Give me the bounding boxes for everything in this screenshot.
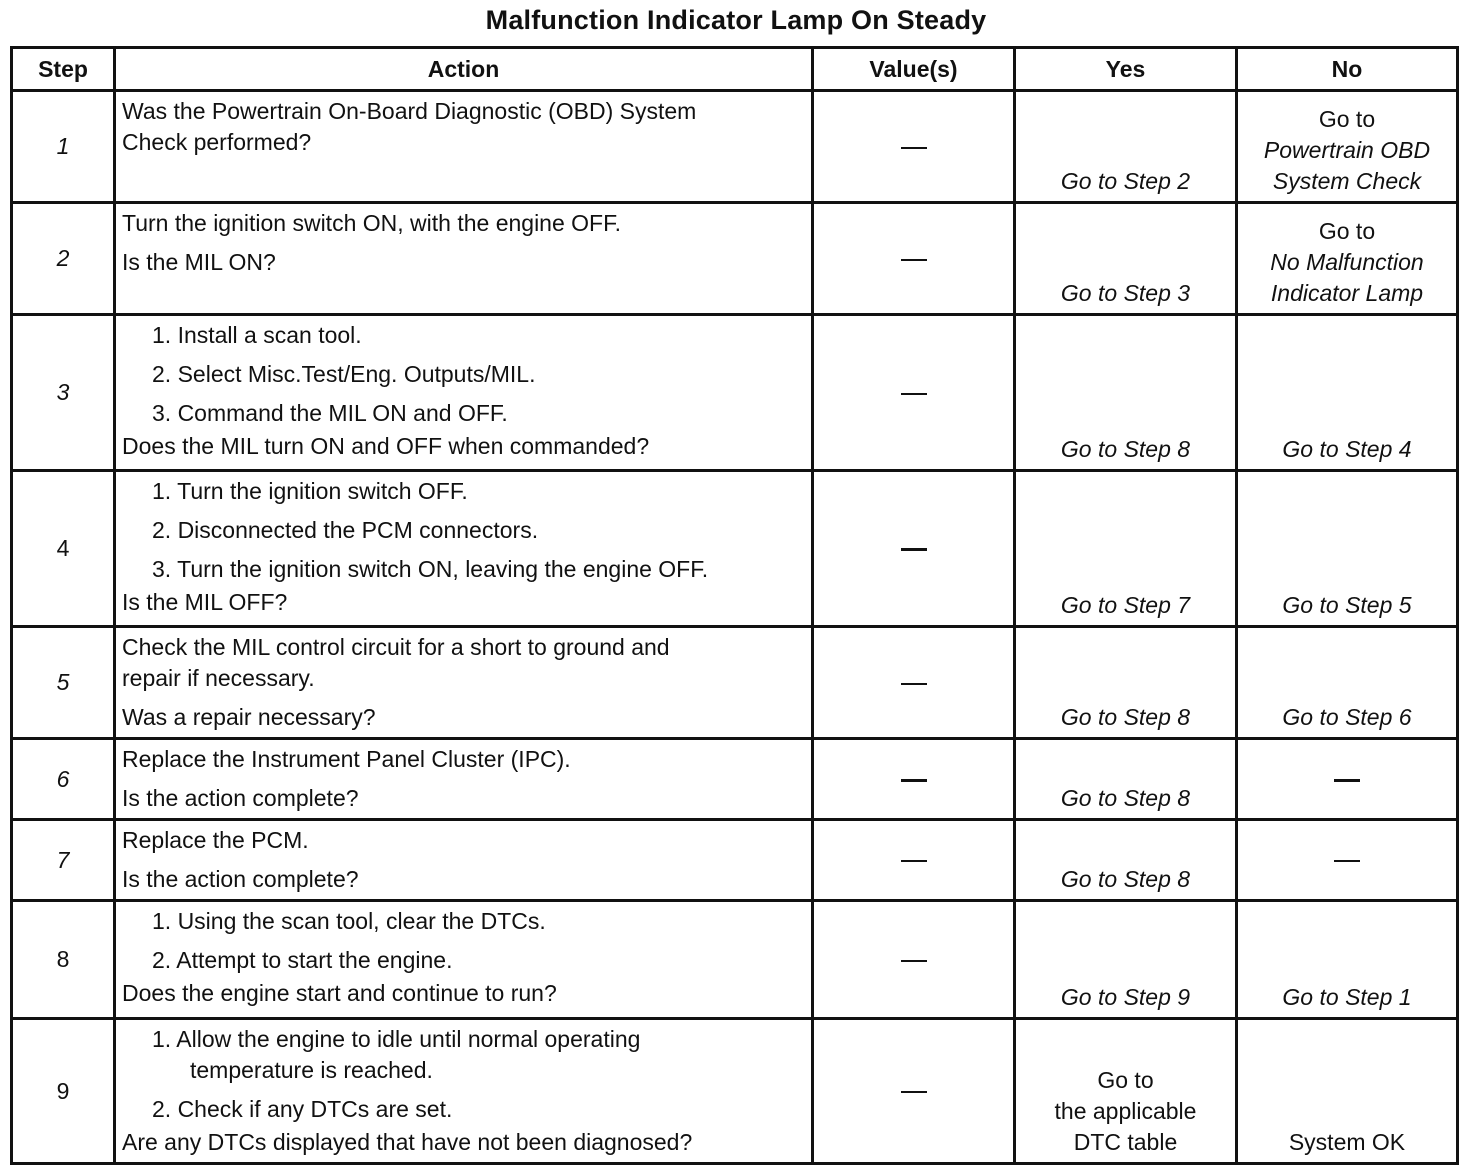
no-cell — [1237, 739, 1458, 820]
action-cell — [115, 471, 813, 627]
action-question: Are any DTCs displayed that have not been diagnosed? — [122, 1129, 693, 1155]
action-text: repair if necessary. — [122, 665, 315, 691]
value-cell — [813, 739, 1015, 820]
value-dash — [901, 548, 927, 551]
no-text: System OK — [1288, 1129, 1406, 1155]
yes-cell — [1015, 1019, 1237, 1164]
header-yes: Yes — [1015, 48, 1237, 91]
table-row — [12, 1019, 1458, 1164]
value-cell — [813, 820, 1015, 901]
action-cell — [115, 315, 813, 471]
step-number: 2 — [12, 203, 115, 315]
yes-cell — [1015, 820, 1237, 901]
table-row — [12, 627, 1458, 739]
yes-cell — [1015, 627, 1237, 739]
yes-link[interactable]: Go to Step 3 — [1060, 280, 1191, 306]
no-link[interactable]: System Check — [1272, 168, 1422, 194]
yes-cell — [1015, 901, 1237, 1019]
step-number: 1 — [12, 91, 115, 203]
step-number: 4 — [12, 471, 115, 627]
value-cell — [813, 471, 1015, 627]
no-cell — [1237, 91, 1458, 203]
yes-link[interactable]: Go to Step 8 — [1060, 866, 1191, 892]
action-question: Does the engine start and continue to run? — [122, 980, 557, 1006]
no-link[interactable]: Powertrain OBD — [1263, 137, 1431, 163]
action-list-item: 1. Allow the engine to idle until normal operating temperature is reached. — [152, 1026, 641, 1083]
action-text: Turn the ignition switch ON, with the engine OFF. — [122, 210, 621, 236]
action-cell — [115, 203, 813, 315]
header-values: Value(s) — [813, 48, 1015, 91]
value-dash — [901, 259, 927, 261]
yes-cell — [1015, 471, 1237, 627]
yes-cell — [1015, 315, 1237, 471]
no-cell — [1237, 901, 1458, 1019]
action-list-item: 2. Disconnected the PCM connectors. — [152, 517, 539, 543]
table-row — [12, 91, 1458, 203]
value-dash — [901, 860, 927, 862]
value-cell — [813, 1019, 1015, 1164]
action-cell — [115, 901, 813, 1019]
value-dash — [901, 147, 927, 149]
value-cell — [813, 203, 1015, 315]
value-cell — [813, 91, 1015, 203]
action-question: Is the MIL OFF? — [122, 589, 288, 615]
yes-text: Go to — [1097, 1067, 1154, 1093]
action-question: Is the action complete? — [122, 785, 359, 811]
no-cell — [1237, 820, 1458, 901]
table-header-row — [12, 48, 1458, 91]
yes-link[interactable]: DTC table — [1073, 1129, 1178, 1155]
table-row — [12, 471, 1458, 627]
yes-link[interactable]: Go to Step 8 — [1060, 704, 1191, 730]
value-dash — [901, 393, 927, 395]
yes-cell — [1015, 739, 1237, 820]
step-number: 8 — [12, 901, 115, 1019]
no-cell — [1237, 315, 1458, 471]
no-text: Go to — [1318, 218, 1376, 244]
yes-link[interactable]: Go to Step 7 — [1060, 592, 1191, 618]
value-dash — [901, 779, 927, 782]
no-dash — [1334, 779, 1360, 782]
table-row — [12, 203, 1458, 315]
action-list-item: 1. Using the scan tool, clear the DTCs. — [152, 908, 546, 934]
yes-link[interactable]: Go to Step 8 — [1060, 785, 1191, 811]
no-link[interactable]: Go to Step 1 — [1282, 984, 1412, 1010]
step-number: 7 — [12, 820, 115, 901]
action-list-item: 3. Turn the ignition switch ON, leaving the engine OFF. — [152, 556, 709, 582]
diagnostic-table — [10, 46, 1459, 1165]
action-question: Is the action complete? — [122, 866, 359, 892]
yes-cell — [1015, 203, 1237, 315]
action-question: Is the MIL ON? — [122, 249, 276, 275]
yes-text: the applicable — [1054, 1098, 1197, 1124]
action-list-item: 2. Attempt to start the engine. — [152, 947, 453, 973]
header-step: Step — [12, 48, 115, 91]
action-question: Was a repair necessary? — [122, 704, 376, 730]
action-text: Replace the Instrument Panel Cluster (IPC). — [122, 746, 571, 772]
step-number: 5 — [12, 627, 115, 739]
action-cell — [115, 627, 813, 739]
value-dash — [901, 683, 927, 685]
no-link[interactable]: No Malfunction — [1270, 249, 1424, 275]
action-question: Does the MIL turn ON and OFF when commanded? — [122, 433, 650, 459]
value-cell — [813, 627, 1015, 739]
table-row — [12, 820, 1458, 901]
value-cell — [813, 315, 1015, 471]
page-title: Malfunction Indicator Lamp On Steady — [485, 5, 987, 35]
action-cell — [115, 739, 813, 820]
step-number: 9 — [12, 1019, 115, 1164]
table-row — [12, 315, 1458, 471]
value-cell — [813, 901, 1015, 1019]
action-text: Check the MIL control circuit for a short to ground and — [122, 634, 670, 660]
yes-cell — [1015, 91, 1237, 203]
no-dash — [1334, 860, 1360, 862]
step-number: 3 — [12, 315, 115, 471]
step-number: 6 — [12, 739, 115, 820]
header-no: No — [1237, 48, 1458, 91]
yes-link[interactable]: Go to Step 2 — [1060, 168, 1191, 194]
value-dash — [901, 1091, 927, 1093]
action-list-item: 1. Install a scan tool. — [152, 322, 362, 348]
action-text: Replace the PCM. — [122, 827, 309, 853]
action-text: Check performed? — [122, 129, 312, 155]
yes-link[interactable]: Go to Step 8 — [1060, 436, 1191, 462]
no-link[interactable]: Go to Step 4 — [1282, 436, 1412, 462]
no-link[interactable]: Indicator Lamp — [1270, 280, 1424, 306]
no-cell — [1237, 203, 1458, 315]
action-list-item: 3. Command the MIL ON and OFF. — [152, 400, 508, 426]
no-text: Go to — [1318, 106, 1376, 132]
value-dash — [901, 960, 927, 962]
header-action: Action — [115, 48, 813, 91]
no-cell — [1237, 1019, 1458, 1164]
table-row — [12, 901, 1458, 1019]
action-list-item: 2. Check if any DTCs are set. — [152, 1096, 453, 1122]
action-cell — [115, 1019, 813, 1164]
action-text: Was the Powertrain On-Board Diagnostic (OBD) System — [122, 98, 697, 124]
no-cell — [1237, 627, 1458, 739]
yes-link[interactable]: Go to Step 9 — [1060, 984, 1191, 1010]
action-cell — [115, 820, 813, 901]
no-link[interactable]: Go to Step 5 — [1282, 592, 1412, 618]
action-cell — [115, 91, 813, 203]
action-list-item: 1. Turn the ignition switch OFF. — [152, 478, 468, 504]
action-list-item: 2. Select Misc.Test/Eng. Outputs/MIL. — [152, 361, 536, 387]
table-row — [12, 739, 1458, 820]
no-link[interactable]: Go to Step 6 — [1282, 704, 1412, 730]
no-cell — [1237, 471, 1458, 627]
